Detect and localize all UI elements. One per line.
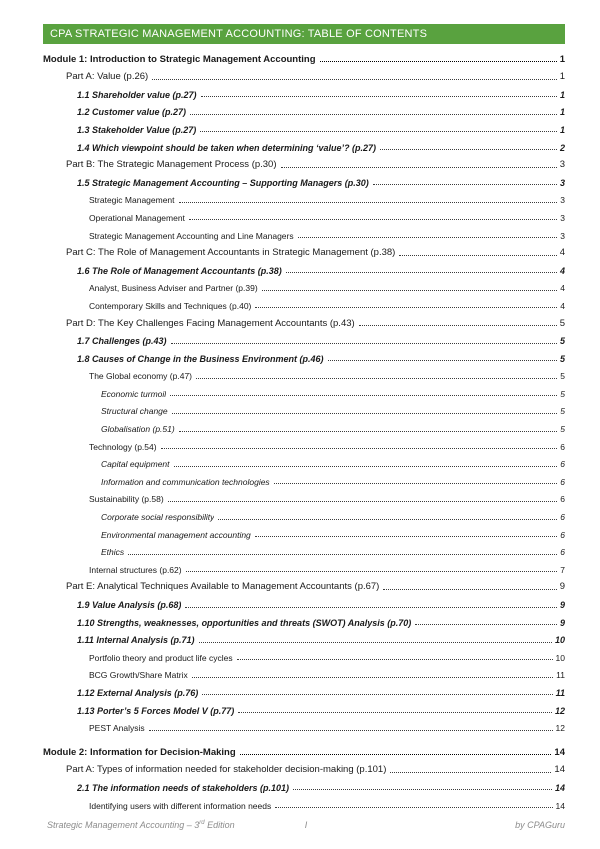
toc-entry-label: Environmental management accounting	[101, 529, 251, 540]
toc-dotted-leader	[168, 501, 558, 502]
toc-dotted-leader	[274, 483, 558, 484]
toc-entry[interactable]	[43, 241, 565, 259]
toc-page-number: 5	[560, 388, 565, 399]
footer-edition-text: Strategic Management Accounting – 3	[47, 820, 200, 830]
toc-entry[interactable]	[43, 452, 565, 470]
toc-entry-label: 2.1 The information needs of stakeholders (p.101)	[77, 782, 290, 793]
toc-entry-label: Information and communication technologies	[101, 476, 270, 487]
toc-entry[interactable]	[43, 645, 565, 663]
toc-entry[interactable]	[43, 258, 565, 276]
toc-page-number: 4	[559, 265, 565, 276]
toc-entry[interactable]	[43, 698, 565, 716]
footer-author: by CPAGuru	[515, 820, 565, 830]
toc-entry-label: Structural change	[101, 406, 168, 417]
toc-page-number: 5	[559, 353, 565, 364]
toc-entry-label: Globalisation (p.51)	[101, 424, 175, 435]
toc-entry[interactable]	[43, 364, 565, 382]
toc-entry-label: 1.6 The Role of Management Accountants (p.38)	[77, 265, 282, 276]
toc-entry[interactable]	[43, 117, 565, 135]
toc-dotted-leader	[237, 659, 553, 660]
toc-entry[interactable]	[43, 188, 565, 206]
toc-entry-label: Technology (p.54)	[89, 441, 157, 452]
toc-dotted-leader	[179, 431, 558, 432]
toc-page-number: 1	[559, 71, 565, 83]
toc-dotted-leader	[255, 307, 557, 308]
toc-page-number: 3	[560, 230, 565, 241]
toc-entry[interactable]	[43, 346, 565, 364]
footer-page-roman: I	[304, 820, 308, 830]
toc-dotted-leader	[255, 536, 557, 537]
toc-entry-label: Internal structures (p.62)	[89, 564, 182, 575]
toc-dotted-leader	[298, 237, 558, 238]
toc-page-number: 4	[559, 247, 565, 259]
toc-entry-label: 1.3 Stakeholder Value (p.27)	[77, 124, 197, 135]
toc-page-number: 12	[555, 723, 565, 734]
toc-entry[interactable]	[43, 793, 565, 811]
toc-dotted-leader	[199, 642, 552, 643]
toc-page-number: 6	[560, 441, 565, 452]
toc-entry[interactable]	[43, 469, 565, 487]
toc-entry[interactable]	[43, 82, 565, 100]
toc-dotted-leader	[415, 624, 557, 625]
toc-entry-label: Sustainability (p.58)	[89, 494, 164, 505]
toc-entry-label: Part A: Value (p.26)	[66, 71, 149, 83]
toc-entry-label: Identifying users with different information needs	[89, 800, 272, 811]
toc-dotted-leader	[240, 754, 552, 755]
toc-entry-label: Strategic Management Accounting and Line Managers	[89, 230, 294, 241]
toc-dotted-leader	[190, 114, 557, 115]
toc-entry-label: Contemporary Skills and Techniques (p.40)	[89, 300, 252, 311]
toc-dotted-leader	[161, 448, 558, 449]
toc-entry[interactable]	[43, 293, 565, 311]
toc-dotted-leader	[196, 378, 557, 379]
toc-page-number: 6	[560, 529, 565, 540]
toc-entry-label: 1.9 Value Analysis (p.68)	[77, 600, 182, 610]
toc-page-number: 9	[559, 581, 565, 593]
toc-entry-label: Analyst, Business Adviser and Partner (p.39)	[89, 283, 258, 294]
toc-dotted-leader	[172, 413, 558, 414]
toc-entry[interactable]	[43, 716, 565, 734]
toc-page-number: 5	[559, 336, 565, 347]
toc-entry-label: PEST Analysis	[89, 723, 145, 734]
toc-dotted-leader	[185, 607, 557, 608]
toc-entry-label: 1.4 Which viewpoint should be taken when determining ‘value’? (p.27)	[77, 142, 377, 153]
toc-page-number: 5	[560, 424, 565, 435]
toc-page-number: 5	[559, 317, 565, 329]
toc-dotted-leader	[200, 131, 557, 132]
toc-entry[interactable]	[43, 329, 565, 347]
footer-edition-sup: rd	[199, 820, 205, 826]
toc-entry[interactable]	[43, 65, 565, 83]
toc-dotted-leader	[238, 712, 552, 713]
toc-entry-label: The Global economy (p.47)	[89, 371, 192, 382]
toc-entry[interactable]	[43, 680, 565, 698]
toc-entry-label: Ethics	[101, 547, 125, 558]
toc-page-number: 14	[554, 782, 565, 793]
toc-entry[interactable]	[43, 575, 565, 593]
toc-dotted-leader	[380, 149, 557, 150]
toc-entry-label: 1.12 External Analysis (p.76)	[77, 687, 199, 698]
footer-edition-rest: Edition	[204, 820, 235, 830]
toc-entry-label: Part A: Types of information needed for stakeholder decision-making (p.101)	[66, 764, 387, 776]
toc-entry-label: 1.10 Strengths, weaknesses, opportunities and threats (SWOT) Analysis (p.70)	[77, 617, 412, 628]
toc-dotted-leader	[201, 96, 557, 97]
toc-entry-label: Capital equipment	[101, 459, 170, 470]
toc-dotted-leader	[170, 395, 557, 396]
toc-entry-label: Operational Management	[89, 212, 185, 223]
toc-dotted-leader	[218, 519, 557, 520]
toc-entry-label: 1.13 Porter’s 5 Forces Model V (p.77)	[77, 705, 235, 716]
toc-dotted-leader	[128, 554, 557, 555]
toc-entry[interactable]	[43, 276, 565, 294]
toc-title: CPA STRATEGIC MANAGEMENT ACCOUNTING: TABLE OF CONTENTS	[50, 28, 428, 40]
toc-entry-label: 1.7 Challenges (p.43)	[77, 336, 167, 347]
toc-dotted-leader	[281, 167, 557, 168]
toc-entry-label: 1.2 Customer value (p.27)	[77, 107, 187, 118]
toc-dotted-leader	[373, 184, 557, 185]
toc-dotted-leader	[399, 255, 556, 256]
toc-entry[interactable]	[43, 416, 565, 434]
toc-entry[interactable]	[43, 663, 565, 681]
toc-entry-label: Part E: Analytical Techniques Available to Management Accountants (p.67)	[66, 581, 380, 593]
toc-dotted-leader	[275, 807, 552, 808]
toc-dotted-leader	[152, 79, 557, 80]
toc-page-number: 2	[559, 142, 565, 153]
toc-dotted-leader	[286, 272, 557, 273]
toc-page-number: 11	[555, 687, 565, 698]
toc-page-number: 9	[559, 617, 565, 628]
toc-page-number: 7	[560, 564, 565, 575]
toc-page-number: 14	[555, 800, 565, 811]
toc-page-number: 6	[560, 512, 565, 523]
toc-page-number: 14	[554, 746, 565, 758]
toc-page-number: 1	[559, 124, 565, 135]
toc-entry[interactable]	[43, 381, 565, 399]
toc-dotted-leader	[171, 343, 557, 344]
toc-page-number: 1	[559, 107, 565, 118]
toc-entry[interactable]	[43, 135, 565, 153]
toc-entry-label: Strategic Management	[89, 195, 175, 206]
toc-entry[interactable]	[43, 522, 565, 540]
toc-entry[interactable]	[43, 557, 565, 575]
toc-dotted-leader	[202, 694, 552, 695]
toc-page-number: 5	[560, 371, 565, 382]
toc-dotted-leader	[192, 677, 553, 678]
footer-edition	[43, 820, 276, 830]
toc-page-number: 12	[554, 705, 565, 716]
toc-entry[interactable]	[43, 540, 565, 558]
toc-dotted-leader	[293, 789, 552, 790]
toc-entry-label: Module 1: Introduction to Strategic Management Accounting	[43, 53, 316, 65]
toc-page-number: 4	[560, 300, 565, 311]
toc-entry[interactable]	[43, 47, 565, 65]
toc-entry-label: Part C: The Role of Management Accountants in Strategic Management (p.38)	[66, 247, 396, 259]
toc-page-number: 3	[559, 177, 565, 188]
toc-entry[interactable]	[43, 205, 565, 223]
toc-dotted-leader	[174, 466, 558, 467]
toc-entry-label: Portfolio theory and product life cycles	[89, 652, 233, 663]
toc-page-number: 6	[560, 476, 565, 487]
toc-entry[interactable]	[43, 170, 565, 188]
toc-entry-label: 1.11 Internal Analysis (p.71)	[77, 635, 195, 646]
toc-list	[43, 47, 565, 811]
toc-entry-label: BCG Growth/Share Matrix	[89, 670, 188, 681]
toc-dotted-leader	[189, 219, 557, 220]
toc-entry[interactable]	[43, 504, 565, 522]
toc-entry[interactable]	[43, 610, 565, 628]
toc-dotted-leader	[320, 61, 557, 62]
toc-entry-label: 1.5 Strategic Management Accounting – Supporting Managers (p.30)	[77, 177, 369, 188]
toc-dotted-leader	[383, 589, 556, 590]
toc-dotted-leader	[262, 290, 558, 291]
toc-page-number: 9	[559, 600, 565, 610]
toc-entry-label: Part D: The Key Challenges Facing Management Accountants (p.43)	[66, 317, 355, 329]
toc-page-number: 11	[556, 670, 565, 681]
toc-page-number: 3	[559, 159, 565, 171]
toc-entry-label: Module 2: Information for Decision-Making	[43, 746, 236, 758]
toc-page-number: 6	[560, 547, 565, 558]
toc-page-number: 5	[560, 406, 565, 417]
toc-page-number: 6	[560, 459, 565, 470]
toc-dotted-leader	[179, 202, 558, 203]
toc-entry[interactable]	[43, 758, 565, 776]
toc-dotted-leader	[186, 571, 558, 572]
toc-entry[interactable]	[43, 740, 565, 758]
toc-entry[interactable]	[43, 775, 565, 793]
toc-entry[interactable]	[43, 592, 565, 610]
toc-page-number: 14	[554, 764, 565, 776]
toc-entry[interactable]	[43, 628, 565, 646]
toc-dotted-leader	[149, 730, 553, 731]
toc-dotted-leader	[328, 360, 557, 361]
toc-page-number: 10	[554, 635, 565, 646]
toc-page-number: 4	[560, 283, 565, 294]
toc-page-number: 1	[559, 89, 565, 100]
toc-page-number: 10	[555, 652, 565, 663]
toc-page-number: 3	[560, 212, 565, 223]
toc-header-bar	[43, 24, 565, 44]
toc-page-number: 3	[560, 195, 565, 206]
toc-entry[interactable]	[43, 153, 565, 171]
toc-entry-label: Economic turmoil	[101, 388, 167, 399]
toc-entry[interactable]	[43, 223, 565, 241]
toc-entry[interactable]	[43, 399, 565, 417]
toc-entry-label: 1.1 Shareholder value (p.27)	[77, 89, 197, 100]
toc-entry-label: Corporate social responsibility	[101, 512, 215, 523]
toc-entry-label: Part B: The Strategic Management Process (p.30)	[66, 159, 277, 171]
toc-dotted-leader	[390, 772, 551, 773]
page-footer	[43, 820, 565, 830]
toc-entry[interactable]	[43, 434, 565, 452]
toc-entry[interactable]	[43, 487, 565, 505]
toc-entry-label: 1.8 Causes of Change in the Business Environment (p.46)	[77, 353, 324, 364]
toc-page-number: 1	[559, 53, 565, 65]
toc-entry[interactable]	[43, 100, 565, 118]
toc-entry[interactable]	[43, 311, 565, 329]
toc-dotted-leader	[359, 325, 557, 326]
toc-page-number: 6	[560, 494, 565, 505]
